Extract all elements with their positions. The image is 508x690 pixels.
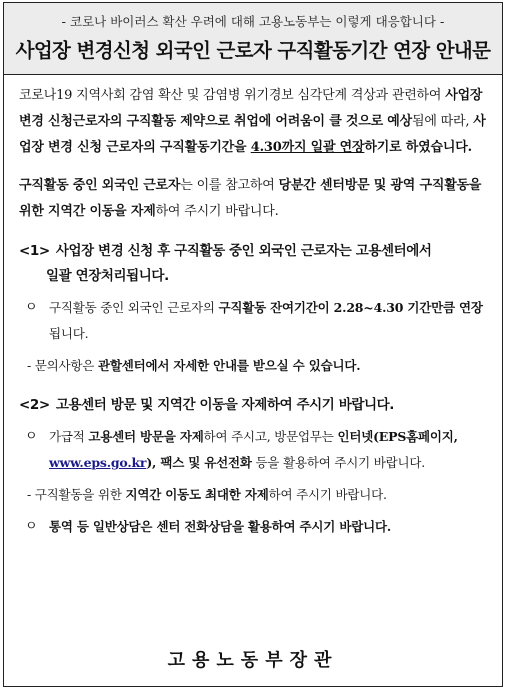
advice-text-2: 는 이를 참고하여 (180, 178, 279, 193)
section-2-dash-item (19, 482, 488, 508)
intro-text-3: 됨에 따라, (412, 114, 474, 129)
section-2-item-2 (19, 514, 488, 540)
circle-bullet-icon: ㅇ (25, 519, 38, 534)
section-2-item-2-text: 통역 등 일반상담은 센터 전화상담을 활용하여 주시기 바랍니다. (49, 519, 391, 534)
ministry-signature: 고용노동부장관 (167, 650, 339, 671)
section-2-item-1 (19, 424, 488, 476)
section-1-heading-a: 사업장 변경 신청 후 구직활동 중인 외국인 근로자는 고용센터에서 (55, 243, 432, 259)
section-1-item (19, 295, 488, 347)
notice-header (4, 3, 502, 75)
section-2-heading-text: 고용센터 방문 및 지역간 이동을 자제하여 주시기 바랍니다. (55, 397, 395, 413)
advice-text-4: 하여 주시기 바랍니다. (155, 204, 279, 219)
intro-text-4: 사업장 변경 신청 근로자의 구직활동기간을 (19, 114, 486, 155)
notice-subtitle: - 코로나 바이러스 확산 우려에 대해 고용노동부는 이렇게 대응합니다 - (61, 14, 445, 29)
intro-text-1: 코로나19 지역사회 감염 확산 및 감염병 위기경보 심각단계 격상과 관련하여 (19, 88, 446, 103)
section-2-item-1-text-6: 등을 활용하여 주시기 바랍니다. (251, 455, 426, 470)
notice-body (19, 83, 488, 540)
section-1-number: <1> (19, 243, 50, 259)
section-1-dash-text-2: 관할센터에서 자세한 안내를 받으실 수 있습니다. (97, 358, 361, 373)
intro-text-6: 하기로 하였습니다. (364, 140, 472, 155)
section-2-item-1-text-1: 가급적 (49, 429, 89, 444)
section-2-item-1-text-5: ), 팩스 및 유선전화 (146, 455, 252, 470)
notice-title: 사업장 변경신청 외국인 근로자 구직활동기간 연장 안내문 (15, 39, 491, 62)
section-1-item-text-3: 됩니다. (49, 326, 89, 341)
section-2-heading (19, 393, 488, 418)
intro-text-2: 사업장 변경 신청근로자의 구직활동 제약으로 취업에 어려움이 클 것으로 예상 (19, 88, 483, 129)
section-1-dash-item (19, 353, 488, 379)
section-2-dash-text-1: - 구직활동을 위한 (27, 487, 126, 502)
circle-bullet-icon: ㅇ (25, 429, 38, 444)
intro-paragraph (19, 83, 488, 161)
section-1-item-text-1: 구직활동 중인 외국인 근로자의 (49, 300, 219, 315)
section-2-item-1-text-3: 하여 주시고, 방문업무는 (203, 429, 338, 444)
section-1-heading-b: 일괄 연장처리됩니다. (46, 268, 169, 284)
notice-frame (3, 2, 503, 687)
eps-website-link[interactable]: www.eps.go.kr (49, 455, 147, 470)
section-2-item-1-text-2: 고용센터 방문을 자제 (88, 429, 204, 444)
section-2-number: <2> (19, 397, 50, 413)
section-1-item-text-2: 구직활동 잔여기간이 2.28~4.30 기간만큼 연장 (218, 300, 483, 315)
intro-text-5: 4.30까지 일괄 연장 (250, 140, 365, 155)
section-1-heading (19, 239, 488, 289)
advice-paragraph (19, 173, 488, 225)
section-2-dash-text-2: 지역간 이동도 최대한 자제 (125, 487, 269, 502)
advice-text-3: 당분간 센터방문 및 광역 구직활동을 위한 지역간 이동을 자제 (19, 178, 482, 219)
section-1-dash-text-1: - 문의사항은 (27, 358, 98, 373)
section-2-item-1-text-4: 인터넷(EPS홈페이지, (337, 429, 458, 444)
circle-bullet-icon: ㅇ (25, 300, 38, 315)
section-2-dash-text-3: 하여 주시기 바랍니다. (268, 487, 387, 502)
advice-text-1: 구직활동 중인 외국인 근로자 (19, 178, 181, 193)
